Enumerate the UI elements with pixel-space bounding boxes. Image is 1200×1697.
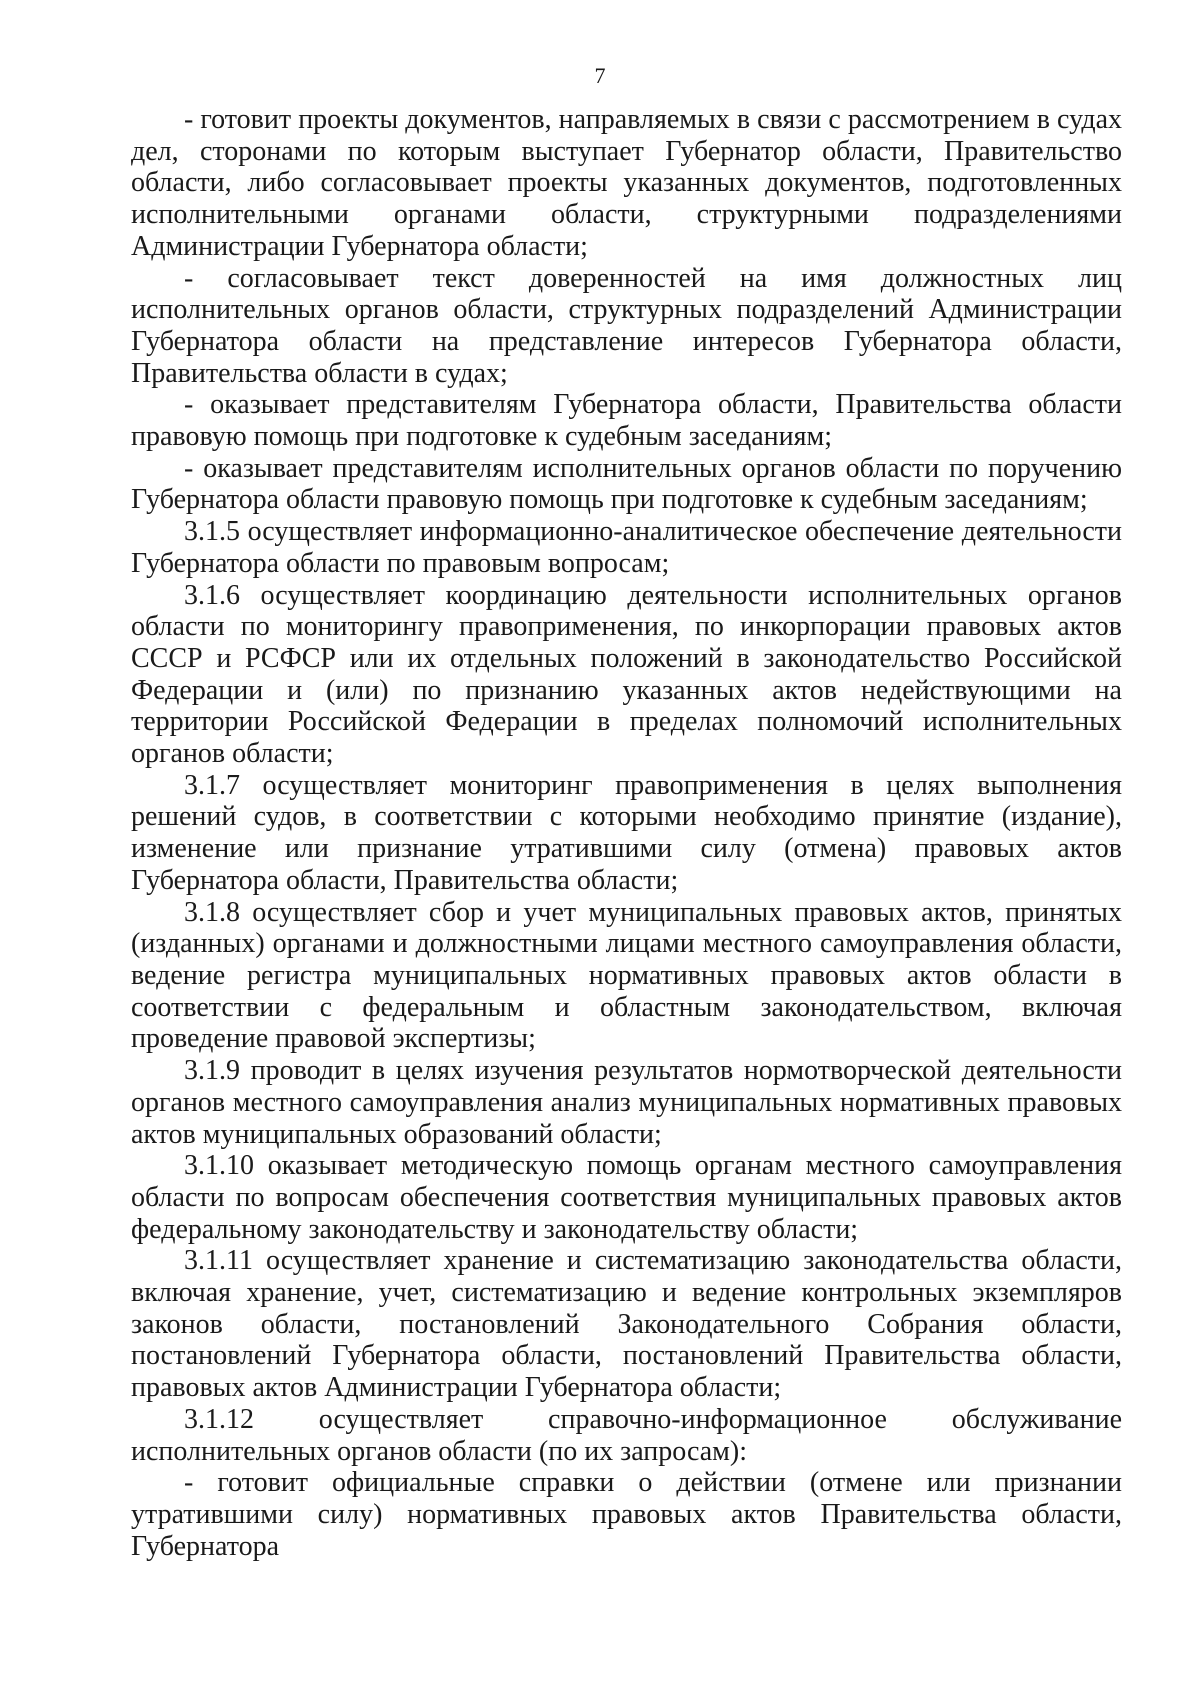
paragraph-3-1-5: 3.1.5 осуществляет информационно-аналитическое обеспечение деятельности Губернатора области по правовым вопросам; xyxy=(131,516,1122,579)
paragraph-approve-powers-of-attorney: - согласовывает текст доверенностей на имя должностных лиц исполнительных органов области, структурных подразделений Администрации Губернатора области на представление интересов Губернатора области, Правительства области в судах; xyxy=(131,262,1122,389)
paragraph-3-1-6: 3.1.6 осуществляет координацию деятельности исполнительных органов области по мониторингу правоприменения, по инкорпорации правовых актов СССР и РСФСР или их отдельных положений в законодательство Российской Федерации и (или) по признанию указанных актов недействующими на территории Российской Федерации в пределах полномочий исполнительных органов области; xyxy=(131,579,1122,770)
document-body xyxy=(131,104,1122,1562)
paragraph-3-1-11: 3.1.11 осуществляет хранение и систематизацию законодательства области, включая хранение, учет, систематизацию и ведение контрольных экземпляров законов области, постановлений Законодательного Собрания области, постановлений Губернатора области, постановлений Правительства области, правовых актов Администрации Губернатора области; xyxy=(131,1245,1122,1404)
paragraph-official-certificates: - готовит официальные справки о действии (отмене или признании утратившими силу) нормативных правовых актов Правительства области, Губернатора xyxy=(131,1467,1122,1562)
paragraph-3-1-8: 3.1.8 осуществляет сбор и учет муниципальных правовых актов, принятых (изданных) органами и должностными лицами местного самоуправления области, ведение регистра муниципальных нормативных правовых актов области в соответствии с федеральным и областным законодательством, включая проведение правовой экспертизы; xyxy=(131,896,1122,1055)
page-number: 7 xyxy=(594,63,606,88)
paragraph-3-1-10: 3.1.10 оказывает методическую помощь органам местного самоуправления области по вопросам обеспечения соответствия муниципальных правовых актов федеральному законодательству и законодательству области; xyxy=(131,1150,1122,1245)
paragraph-prepare-court-documents: - готовит проекты документов, направляемых в связи с рассмотрением в судах дел, сторонами по которым выступает Губернатор области, Правительство области, либо согласовывает проекты указанных документов, подготовленных исполнительными органами области, структурными подразделениями Администрации Губернатора области; xyxy=(131,104,1122,262)
paragraph-3-1-12: 3.1.12 осуществляет справочно-информационное обслуживание исполнительных органов области (по их запросам): xyxy=(131,1403,1122,1467)
paragraph-3-1-7: 3.1.7 осуществляет мониторинг правоприменения в целях выполнения решений судов, в соответствии с которыми необходимо принятие (издание), изменение или признание утратившими силу (отмена) правовых актов Губернатора области, Правительства области; xyxy=(131,769,1122,896)
paragraph-legal-help-governor-representatives: - оказывает представителям Губернатора области, Правительства области правовую помощь при подготовке к судебным заседаниям; xyxy=(131,389,1122,453)
paragraph-legal-help-executive-representatives: - оказывает представителям исполнительных органов области по поручению Губернатора области правовую помощь при подготовке к судебным заседаниям; xyxy=(131,452,1122,516)
paragraph-3-1-9: 3.1.9 проводит в целях изучения результатов нормотворческой деятельности органов местного самоуправления анализ муниципальных нормативных правовых актов муниципальных образований области; xyxy=(131,1055,1122,1150)
